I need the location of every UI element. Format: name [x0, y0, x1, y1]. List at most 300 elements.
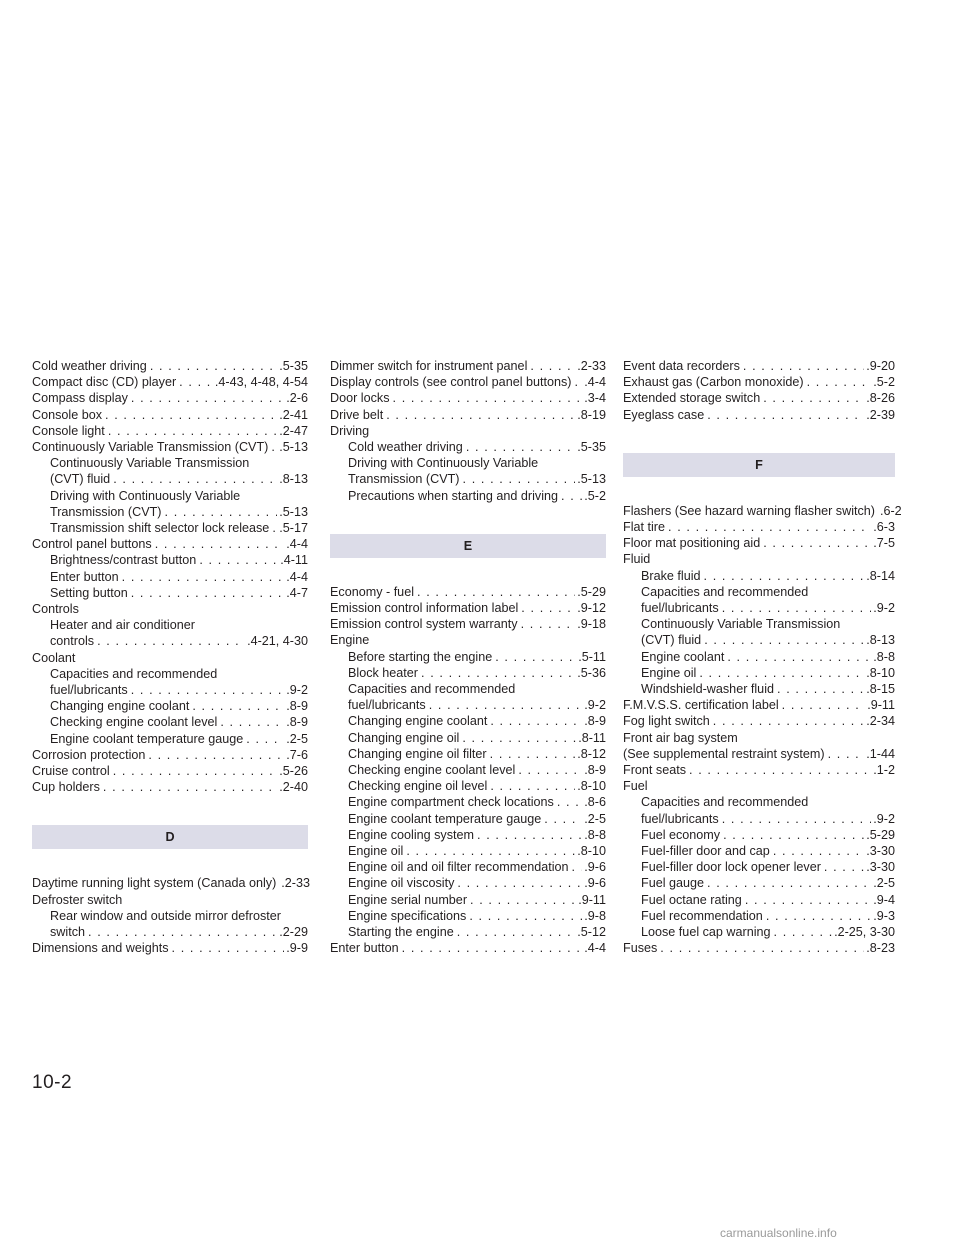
dot-leader — [521, 616, 576, 632]
index-subentry[interactable] — [330, 827, 606, 843]
index-subentry[interactable] — [623, 649, 895, 665]
index-entry[interactable] — [623, 697, 895, 713]
index-subentry[interactable] — [32, 682, 308, 698]
entry-text: Transmission (CVT) — [348, 472, 460, 487]
index-entry[interactable] — [330, 390, 606, 406]
entry-page-ref[interactable]: .8-9 — [584, 763, 606, 778]
index-subentry[interactable] — [330, 649, 606, 665]
entry-text: Display controls (see control panel buttons) — [330, 375, 572, 390]
entry-page-ref[interactable]: .9-2 — [286, 683, 308, 698]
entry-text: Engine specifications — [348, 908, 467, 923]
index-subentry[interactable] — [32, 471, 308, 487]
entry-page-ref[interactable]: .2-34 — [866, 714, 895, 729]
entry-page-ref[interactable]: .9-6 — [584, 876, 606, 891]
index-entry[interactable] — [330, 358, 606, 374]
dot-leader — [575, 374, 583, 390]
entry-page-ref[interactable]: .5-2 — [873, 375, 895, 390]
entry-text: Block heater — [348, 665, 419, 680]
index-subentry[interactable] — [330, 439, 606, 455]
index-subheading: Capacities and recommended — [50, 666, 218, 681]
entry-page-ref[interactable]: .5-13 — [279, 504, 308, 519]
dot-leader — [766, 908, 871, 924]
dot-leader — [246, 731, 284, 747]
dot-leader — [490, 746, 576, 762]
dot-leader — [429, 697, 583, 713]
entry-text: (See supplemental restraint system) — [623, 746, 825, 761]
index-entry[interactable] — [330, 940, 606, 956]
entry-text: (CVT) fluid — [641, 633, 702, 648]
entry-page-ref[interactable]: .1-44 — [866, 746, 895, 761]
entry-text: Emission control system warranty — [330, 617, 518, 632]
index-subentry[interactable] — [330, 843, 606, 859]
index-subentry[interactable] — [330, 762, 606, 778]
entry-page-ref[interactable]: .8-8 — [873, 649, 895, 664]
index-entry[interactable] — [32, 439, 308, 455]
entry-page-ref[interactable]: .5-12 — [577, 925, 606, 940]
entry-page-ref[interactable]: .8-9 — [584, 714, 606, 729]
index-subentry[interactable] — [623, 892, 895, 908]
entry-text: Console box — [32, 407, 103, 422]
entry-page-ref[interactable]: .8-23 — [866, 941, 895, 956]
entry-page-ref[interactable]: .4-11 — [280, 553, 308, 568]
index-entry[interactable] — [32, 763, 308, 779]
entry-page-ref[interactable]: .7-6 — [286, 747, 308, 762]
entry-page-ref[interactable]: .5-29 — [577, 584, 606, 599]
entry-page-ref[interactable]: .8-10 — [577, 844, 606, 859]
entry-page-ref[interactable]: .4-4 — [584, 375, 606, 390]
entry-page-ref[interactable]: .8-9 — [286, 699, 308, 714]
dot-leader — [463, 471, 576, 487]
entry-page-ref[interactable]: .1-2 — [873, 763, 895, 778]
index-heading: Coolant — [32, 650, 76, 665]
entry-text: Fuel-filler door and cap — [641, 844, 770, 859]
dot-leader — [97, 633, 245, 649]
index-heading: Engine — [330, 633, 370, 648]
dot-leader — [774, 924, 833, 940]
dot-leader — [490, 713, 582, 729]
index-subentry[interactable] — [623, 875, 895, 891]
entry-text: Event data recorders — [623, 359, 740, 373]
dot-leader — [521, 600, 575, 616]
entry-text: Dimensions and weights — [32, 941, 169, 956]
entry-page-ref[interactable]: .9-20 — [866, 359, 895, 373]
entry-text: Drive belt — [330, 407, 384, 422]
index-heading: Fluid — [623, 552, 651, 567]
entry-text: Fuel octane rating — [641, 892, 742, 907]
entry-page-ref[interactable]: .8-12 — [577, 746, 606, 761]
entry-page-ref[interactable]: .5-17 — [279, 521, 308, 536]
entry-page-ref[interactable]: .2-40 — [279, 780, 308, 795]
index-subentry[interactable] — [330, 778, 606, 794]
entry-page-ref[interactable]: .4-21, 4-30 — [247, 634, 308, 649]
index-entry[interactable] — [623, 374, 895, 390]
entry-page-ref[interactable]: .2-47 — [279, 423, 308, 438]
index-entry[interactable] — [32, 747, 308, 763]
entry-page-ref[interactable]: .5-26 — [279, 764, 308, 779]
entry-page-ref[interactable]: .5-29 — [866, 827, 895, 842]
dot-leader — [113, 763, 278, 779]
index-subentry[interactable] — [32, 698, 308, 714]
index-subheading: Capacities and recommended — [641, 584, 809, 599]
entry-text: Door locks — [330, 391, 390, 406]
entry-text: Corrosion protection — [32, 747, 146, 762]
index-entry[interactable] — [623, 358, 895, 374]
entry-text: Engine coolant — [641, 649, 725, 664]
index-entry[interactable] — [623, 762, 895, 778]
entry-text: Setting button — [50, 585, 128, 600]
section-letter: D — [165, 830, 175, 845]
dot-leader — [828, 746, 865, 762]
entry-page-ref[interactable]: .4-43, 4-48, 4-54 — [214, 375, 308, 390]
index-entry[interactable] — [32, 390, 308, 406]
dot-leader — [782, 697, 866, 713]
index-entry[interactable] — [330, 584, 606, 600]
page-number: 10-2 — [32, 1072, 73, 1093]
dot-leader — [660, 940, 864, 956]
entry-text: Brake fluid — [641, 568, 701, 583]
entry-text: Engine oil and oil filter recommendation — [348, 860, 569, 875]
entry-page-ref[interactable]: .8-14 — [866, 568, 895, 583]
entry-page-ref[interactable]: .8-15 — [866, 682, 895, 697]
entry-page-ref[interactable]: .9-2 — [873, 601, 895, 616]
entry-text: controls — [50, 634, 95, 649]
entry-text: Engine compartment check locations — [348, 795, 554, 810]
entry-text: Before starting the engine — [348, 649, 493, 664]
index-heading: Driving — [330, 423, 370, 438]
index-subentry[interactable] — [623, 811, 895, 827]
entry-text: Windshield-washer fluid — [641, 682, 774, 697]
entry-page-ref[interactable]: .3-30 — [866, 860, 895, 875]
entry-text: Fuel economy — [641, 827, 721, 842]
dot-leader — [103, 779, 277, 795]
dot-leader — [457, 875, 582, 891]
index-subentry[interactable] — [32, 569, 308, 585]
entry-page-ref[interactable]: .5-35 — [577, 440, 606, 455]
entry-text: Changing engine oil — [348, 730, 460, 745]
entry-text: Daytime running light system (Canada only) — [32, 876, 277, 891]
dot-leader — [192, 698, 284, 714]
index-entry[interactable] — [32, 536, 308, 552]
index-subentry[interactable] — [32, 731, 308, 747]
index-subheading: Driving with Continuously Variable — [348, 456, 539, 471]
index-subentry[interactable] — [330, 892, 606, 908]
entry-page-ref[interactable]: .5-36 — [577, 665, 606, 680]
entry-text: Eyeglass case — [623, 407, 705, 422]
entry-text: Brightness/contrast button — [50, 553, 197, 568]
dot-leader — [727, 649, 871, 665]
dot-leader — [417, 584, 575, 600]
entry-page-ref[interactable]: .7-5 — [873, 536, 895, 551]
dot-leader — [105, 407, 277, 423]
entry-page-ref[interactable]: .2-33 — [577, 359, 606, 373]
index-subentry[interactable] — [330, 746, 606, 762]
index-subentry[interactable] — [32, 552, 308, 568]
dot-leader — [131, 585, 285, 601]
entry-text: Changing engine oil filter — [348, 746, 487, 761]
index-entry[interactable] — [623, 940, 895, 956]
index-subheading: Heater and air conditioner — [50, 618, 195, 633]
index-column-1 — [32, 358, 311, 957]
index-subentry[interactable] — [623, 843, 895, 859]
entry-text: Checking engine oil level — [348, 779, 488, 794]
dot-leader — [807, 374, 872, 390]
entry-text: (CVT) fluid — [50, 472, 111, 487]
entry-text: Fuel-filler door lock opener lever — [641, 860, 821, 875]
index-subentry[interactable] — [623, 859, 895, 875]
entry-page-ref[interactable]: .9-9 — [286, 941, 308, 956]
entry-text: Engine oil — [641, 665, 697, 680]
entry-page-ref[interactable]: .9-11 — [578, 892, 606, 907]
entry-text: fuel/lubricants — [641, 601, 719, 616]
index-entry[interactable] — [623, 519, 895, 535]
entry-text: switch — [50, 925, 85, 940]
entry-text: Engine coolant temperature gauge — [348, 811, 542, 826]
entry-text: Console light — [32, 423, 105, 438]
dot-leader — [386, 407, 575, 423]
index-entry[interactable] — [32, 358, 308, 374]
entry-page-ref[interactable]: .8-11 — [578, 730, 606, 745]
index-column-2 — [330, 358, 606, 957]
dot-leader — [466, 439, 575, 455]
entry-page-ref[interactable]: .8-10 — [577, 779, 606, 794]
index-subentry[interactable] — [623, 681, 895, 697]
entry-page-ref[interactable]: .9-2 — [873, 811, 895, 826]
index-subentry[interactable] — [330, 697, 606, 713]
dot-leader — [689, 762, 871, 778]
index-subentry[interactable] — [623, 632, 895, 648]
dot-leader — [113, 471, 277, 487]
entry-page-ref[interactable]: .8-13 — [866, 633, 895, 648]
dot-leader — [393, 390, 583, 406]
entry-page-ref[interactable]: .8-10 — [866, 665, 895, 680]
entry-page-ref[interactable]: .2-39 — [866, 407, 895, 422]
index-entry[interactable] — [32, 423, 308, 439]
entry-text: Checking engine coolant level — [348, 763, 516, 778]
index-subentry[interactable] — [330, 794, 606, 810]
entry-text: Engine coolant temperature gauge — [50, 731, 244, 746]
entry-text: Flat tire — [623, 520, 665, 535]
index-entry[interactable] — [32, 940, 308, 956]
dot-leader — [707, 407, 864, 423]
index-subheading: Rear window and outside mirror defroster — [50, 908, 281, 923]
entry-page-ref[interactable]: .5-13 — [279, 440, 308, 455]
entry-text: fuel/lubricants — [50, 683, 128, 698]
entry-page-ref[interactable]: .5-2 — [584, 488, 606, 503]
entry-page-ref[interactable]: .2-29 — [279, 925, 308, 940]
dot-leader — [704, 632, 864, 648]
dot-leader — [462, 730, 576, 746]
entry-page-ref[interactable]: .8-6 — [584, 795, 606, 810]
entry-text: Cup holders — [32, 780, 100, 795]
entry-page-ref[interactable]: .6-2 — [879, 503, 902, 518]
dot-leader — [722, 811, 872, 827]
entry-page-ref[interactable]: .8-9 — [286, 715, 308, 730]
entry-text: F.M.V.S.S. certification label — [623, 698, 779, 713]
dot-leader — [155, 536, 285, 552]
index-subheading: Capacities and recommended — [348, 682, 516, 697]
entry-text: Checking engine coolant level — [50, 715, 218, 730]
entry-page-ref[interactable]: .2-5 — [286, 731, 308, 746]
dot-leader — [457, 924, 576, 940]
index-subentry[interactable] — [330, 730, 606, 746]
dot-leader — [470, 892, 576, 908]
entry-page-ref[interactable]: .2-33 — [281, 876, 311, 891]
index-heading: Fuel — [623, 779, 648, 794]
entry-page-ref[interactable]: .9-18 — [577, 617, 606, 632]
dot-leader — [763, 535, 871, 551]
index-entry[interactable] — [32, 407, 308, 423]
index-heading: Defroster switch — [32, 892, 123, 907]
index-subheading: Capacities and recommended — [641, 795, 809, 810]
index-subentry[interactable] — [330, 811, 606, 827]
entry-page-ref[interactable]: .4-7 — [286, 585, 308, 600]
entry-page-ref[interactable]: .9-2 — [584, 698, 606, 713]
entry-page-ref[interactable]: .9-8 — [584, 908, 606, 923]
entry-text: Engine cooling system — [348, 827, 475, 842]
index-subentry[interactable] — [330, 488, 606, 504]
index-entry[interactable] — [623, 713, 895, 729]
entry-page-ref[interactable]: .9-4 — [873, 892, 895, 907]
dot-leader — [150, 358, 277, 374]
index-subentry[interactable] — [623, 827, 895, 843]
entry-text: Dimmer switch for instrument panel — [330, 359, 528, 373]
entry-text: Economy - fuel — [330, 584, 414, 599]
entry-page-ref[interactable]: .3-30 — [866, 844, 895, 859]
entry-text: Cold weather driving — [32, 359, 147, 373]
dot-leader — [743, 358, 864, 374]
entry-page-ref[interactable]: .8-8 — [584, 827, 606, 842]
index-subentry[interactable] — [330, 908, 606, 924]
entry-text: Enter button — [330, 941, 399, 956]
index-subentry[interactable] — [623, 924, 895, 940]
index-subentry[interactable] — [623, 600, 895, 616]
entry-page-ref[interactable]: .5-35 — [279, 359, 308, 373]
entry-page-ref[interactable]: .9-3 — [873, 908, 895, 923]
index-entry[interactable] — [330, 374, 606, 390]
index-subentry[interactable] — [623, 568, 895, 584]
dot-leader — [406, 843, 575, 859]
index-subentry[interactable] — [330, 875, 606, 891]
index-subentry[interactable] — [32, 633, 308, 649]
entry-page-ref[interactable]: .2-25, 3-30 — [834, 925, 895, 940]
entry-text: Fuel recommendation — [641, 908, 763, 923]
entry-page-ref[interactable]: .6-3 — [873, 520, 895, 535]
entry-text: Loose fuel cap warning — [641, 925, 771, 940]
index-entry[interactable] — [32, 875, 311, 891]
entry-text: Front seats — [623, 763, 686, 778]
dot-leader — [490, 778, 575, 794]
dot-leader — [179, 374, 213, 390]
entry-page-ref[interactable]: .8-19 — [577, 407, 606, 422]
dot-leader — [557, 794, 582, 810]
dot-leader — [477, 827, 582, 843]
entry-page-ref[interactable]: .9-6 — [584, 860, 606, 875]
dot-leader — [763, 390, 864, 406]
index-subentry[interactable] — [623, 665, 895, 681]
index-entry[interactable] — [623, 390, 895, 406]
entry-page-ref[interactable]: .3-4 — [584, 391, 606, 406]
section-letter-heading — [623, 453, 895, 477]
section-letter: F — [755, 457, 763, 472]
entry-text: Enter button — [50, 569, 119, 584]
index-subentry[interactable] — [623, 908, 895, 924]
index-entry[interactable] — [623, 407, 895, 423]
index-subentry[interactable] — [330, 859, 606, 875]
dot-leader — [220, 714, 284, 730]
index-entry[interactable] — [32, 779, 308, 795]
entry-text: Fuses — [623, 941, 658, 956]
dot-leader — [773, 843, 864, 859]
entry-text: Cold weather driving — [348, 440, 463, 455]
index-subentry[interactable] — [330, 713, 606, 729]
entry-text: Engine oil — [348, 844, 404, 859]
index-subentry[interactable] — [32, 585, 308, 601]
index-subheading: Continuously Variable Transmission — [50, 456, 250, 471]
entry-text: Compass display — [32, 391, 128, 406]
index-subentry[interactable] — [330, 665, 606, 681]
dot-leader — [745, 892, 871, 908]
dot-leader — [530, 358, 575, 374]
index-entry[interactable] — [330, 600, 606, 616]
dot-leader — [572, 859, 583, 875]
entry-page-ref[interactable]: .8-13 — [279, 472, 308, 487]
index-entry[interactable] — [330, 616, 606, 632]
index-entry[interactable] — [623, 503, 902, 519]
entry-page-ref[interactable]: .2-5 — [584, 811, 606, 826]
index-entry[interactable] — [32, 374, 308, 390]
watermark-text: carmanualsonline.info — [720, 1226, 837, 1240]
entry-page-ref[interactable]: .9-11 — [867, 698, 895, 713]
index-subentry[interactable] — [32, 520, 308, 536]
dot-leader — [777, 681, 864, 697]
index-entry[interactable] — [623, 535, 895, 551]
dot-leader — [723, 827, 864, 843]
entry-text: Emission control information label — [330, 601, 519, 616]
entry-page-ref[interactable]: .4-4 — [286, 537, 308, 552]
entry-page-ref[interactable]: .5-11 — [578, 649, 606, 664]
entry-text: Fog light switch — [623, 714, 710, 729]
entry-text: Engine oil viscosity — [348, 876, 455, 891]
dot-leader — [131, 682, 285, 698]
entry-page-ref[interactable]: .2-41 — [279, 407, 308, 422]
entry-page-ref[interactable]: .4-4 — [584, 941, 606, 956]
entry-page-ref[interactable]: .4-4 — [286, 569, 308, 584]
index-entry[interactable] — [330, 407, 606, 423]
dot-leader — [165, 504, 278, 520]
index-subentry[interactable] — [32, 714, 308, 730]
index-subentry[interactable] — [32, 504, 308, 520]
index-entry[interactable] — [623, 746, 895, 762]
entry-text: Continuously Variable Transmission (CVT) — [32, 440, 269, 455]
entry-page-ref[interactable]: .2-6 — [286, 391, 308, 406]
index-subentry[interactable] — [32, 924, 308, 940]
entry-page-ref[interactable]: .5-13 — [577, 472, 606, 487]
index-subentry[interactable] — [330, 471, 606, 487]
dot-leader — [495, 649, 576, 665]
entry-page-ref[interactable]: .9-12 — [577, 601, 606, 616]
section-letter: E — [463, 538, 473, 553]
index-column-3 — [623, 358, 902, 957]
entry-page-ref[interactable]: .8-26 — [866, 391, 895, 406]
entry-text: Transmission shift selector lock release — [50, 521, 270, 536]
entry-page-ref[interactable]: .2-5 — [873, 876, 895, 891]
dot-leader — [707, 875, 871, 891]
dot-leader — [108, 423, 277, 439]
dot-leader — [148, 747, 284, 763]
index-subentry[interactable] — [330, 924, 606, 940]
index-subheading: Driving with Continuously Variable — [50, 488, 241, 503]
dot-leader — [421, 665, 575, 681]
